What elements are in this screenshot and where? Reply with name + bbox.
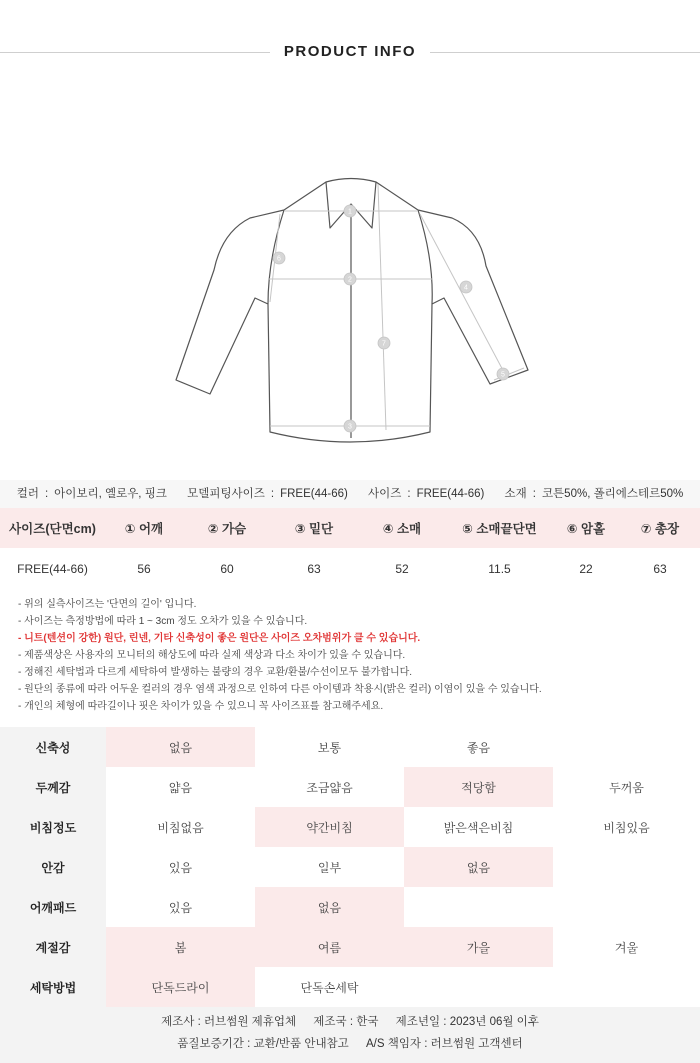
property-option-selected: 단독드라이 — [106, 967, 255, 1007]
size-header-cell: ③ 밑단 — [271, 508, 357, 548]
table-row — [0, 548, 700, 590]
warranty-label: 품질보증기간 — [177, 1038, 244, 1050]
size-header-cell: ② 가슴 — [183, 508, 271, 548]
property-empty — [404, 967, 553, 1007]
marker-cuff: 5 — [501, 371, 505, 379]
property-option-selected: 적당함 — [404, 767, 553, 807]
date-label: 제조년일 — [395, 1016, 441, 1028]
date-value: 2023년 06월 이후 — [449, 1016, 539, 1028]
property-label: 어깨패드 — [0, 887, 106, 927]
warranty-value: 교환/반품 안내참고 — [253, 1038, 349, 1050]
property-option-selected: 가을 — [404, 927, 553, 967]
marker-armhole: 6 — [277, 255, 281, 263]
table-row — [0, 887, 700, 927]
table-row — [0, 727, 700, 767]
property-option: 두꺼움 — [609, 780, 644, 795]
property-option-selected: 없음 — [106, 727, 255, 767]
product-info-line: 컬러 : 아이보리, 옐로우, 핑크 모델피팅사이즈 : FREE(44-66) 사이즈 : FREE(44-66) 소재 : 코튼50%, 폴리에스테르50% — [0, 480, 700, 508]
size-header-cell: ④ 소매 — [357, 508, 447, 548]
size-label: 사이즈 — [368, 488, 402, 500]
property-empty — [553, 847, 700, 887]
property-empty — [553, 967, 700, 1007]
size-cell: 11.5 — [488, 562, 511, 576]
marker-shoulder: 1 — [348, 208, 352, 216]
note-item: - 제품색상은 사용자의 모니터의 해상도에 따라 실제 색상과 다소 차이가 있을 수 있습니다. — [18, 650, 406, 661]
property-option-selected: 없음 — [255, 887, 404, 927]
size-table — [0, 508, 700, 590]
as-value: 러브썸원 고객센터 — [430, 1038, 523, 1050]
note-item: - 원단의 종류에 따라 어두운 컬러의 경우 염색 과정으로 인하여 다른 아이템과 착용시(밝은 컬러) 이염이 있을 수 있습니다. — [18, 684, 542, 695]
size-table-header — [0, 508, 700, 548]
property-empty — [553, 887, 700, 927]
maker-label: 제조사 — [161, 1016, 195, 1028]
size-header-cell: ⑤ 소매끝단면 — [447, 508, 552, 548]
model-size-label: 모델피팅사이즈 — [187, 488, 265, 500]
size-cell: 63 — [653, 562, 667, 576]
note-item-warning: - 니트(텐션이 강한) 원단, 린넨, 기타 신축성이 좋은 원단은 사이즈 오차범위가 클 수 있습니다. — [18, 633, 421, 644]
property-option-selected: 약간비침 — [255, 807, 404, 847]
marker-length: 7 — [382, 340, 386, 348]
shirt-measurement-diagram — [160, 170, 540, 460]
fabric-properties-table — [0, 727, 700, 1007]
table-row — [0, 967, 700, 1007]
section-title: PRODUCT INFO — [283, 43, 417, 60]
marker-chest: 2 — [348, 276, 352, 284]
manufacturer-info — [0, 1007, 700, 1063]
property-option: 비침없음 — [157, 820, 204, 835]
note-item: - 정해진 세탁법과 다르게 세탁하여 발생하는 불량의 경우 교환/환불/수선이모두 불가합니다. — [18, 667, 413, 678]
country-label: 제조국 — [313, 1016, 347, 1028]
size-value: FREE(44-66) — [416, 488, 485, 500]
property-option: 밝은색은비침 — [443, 820, 514, 835]
property-option-selected: 봄 — [106, 927, 255, 967]
property-label: 두께감 — [0, 767, 106, 807]
note-item: - 위의 실측사이즈는 '단면의 길이' 입니다. — [18, 599, 197, 610]
table-row — [0, 847, 700, 887]
size-cell: 56 — [137, 562, 151, 576]
property-option: 단독손세탁 — [300, 980, 359, 995]
size-cell: 52 — [395, 562, 409, 576]
property-option: 있음 — [168, 860, 193, 875]
size-header-cell: ⑦ 총장 — [620, 508, 700, 548]
material-label: 소재 — [504, 488, 527, 500]
note-item: - 개인의 체형에 따라길이나 핏은 차이가 있을 수 있으니 꼭 사이즈표를 참고해주세요. — [18, 701, 384, 712]
footer-row: 제조사 : 러브썸원 제휴업체 제조국 : 한국 제조년일 : 2023년 06월 이후 — [161, 1016, 539, 1028]
property-option: 겨울 — [614, 940, 639, 955]
country-value: 한국 — [356, 1016, 379, 1028]
table-row — [0, 927, 700, 967]
property-label: 계절감 — [0, 927, 106, 967]
table-row — [0, 767, 700, 807]
property-option: 비침있음 — [603, 820, 650, 835]
maker-value: 러브썸원 제휴업체 — [204, 1016, 297, 1028]
size-header-cell: ⑥ 암홀 — [552, 508, 620, 548]
shirt-outline — [176, 179, 528, 443]
size-notes — [18, 596, 688, 715]
property-empty — [553, 727, 700, 767]
size-cell: 60 — [220, 562, 234, 576]
property-option: 좋음 — [466, 740, 491, 755]
size-header-cell: 사이즈(단면cm) — [0, 508, 105, 548]
material-value: 코튼50%, 폴리에스테르50% — [541, 488, 684, 500]
property-label: 비침정도 — [0, 807, 106, 847]
size-cell: 22 — [579, 562, 593, 576]
footer-row: 품질보증기간 : 교환/반품 안내참고 A/S 책임자 : 러브썸원 고객센터 — [177, 1038, 523, 1050]
as-label: A/S 책임자 — [365, 1038, 422, 1050]
property-label: 안감 — [0, 847, 106, 887]
size-cell: 63 — [307, 562, 321, 576]
marker-hem: 3 — [348, 423, 352, 431]
property-empty — [404, 887, 553, 927]
property-option: 보통 — [317, 740, 342, 755]
property-option: 얇음 — [168, 780, 193, 795]
property-label: 세탁방법 — [0, 967, 106, 1007]
header-divider-right — [430, 52, 700, 53]
property-option: 있음 — [168, 900, 193, 915]
table-row — [0, 807, 700, 847]
property-label: 신축성 — [0, 727, 106, 767]
color-label: 컬러 — [16, 488, 39, 500]
section-header — [0, 40, 700, 66]
model-size-value: FREE(44-66) — [280, 488, 348, 500]
size-header-cell: ① 어깨 — [105, 508, 183, 548]
note-item: - 사이즈는 측정방법에 따라 1 ~ 3cm 정도 오차가 있을 수 있습니다. — [18, 616, 308, 627]
property-option: 조금얇음 — [306, 780, 353, 795]
size-cell: FREE(44-66) — [17, 562, 88, 576]
property-option-selected: 없음 — [404, 847, 553, 887]
property-option: 일부 — [317, 860, 342, 875]
color-value: 아이보리, 옐로우, 핑크 — [54, 488, 167, 500]
marker-sleeve: 4 — [464, 284, 468, 292]
property-option-selected: 여름 — [255, 927, 404, 967]
